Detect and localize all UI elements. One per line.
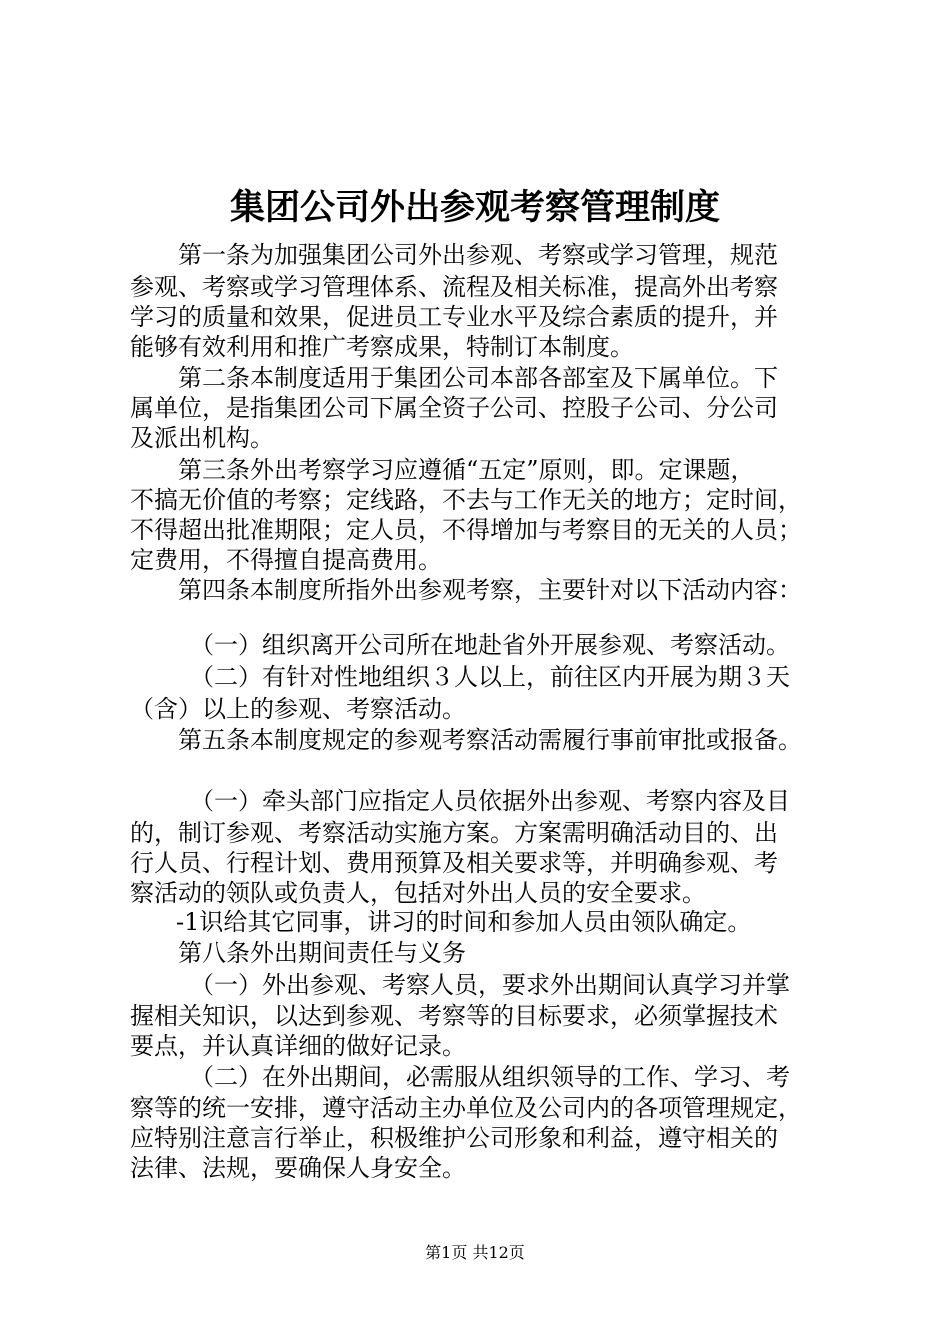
text-line: 不得超出批准期限；定人员，不得增加与考察目的无关的人员；: [130, 516, 802, 544]
text-line: 察活动的领队或负责人，包括对外出人员的安全要求。: [130, 879, 706, 907]
text-line: 握相关知识，以达到参观、考察等的目标要求，必须掌握技术: [130, 1002, 778, 1030]
text-line: （含）以上的参观、考察活动。: [130, 695, 466, 723]
text-line: 察等的统一安排，遵守活动主办单位及公司内的各项管理规定，: [130, 1094, 802, 1122]
text-line: 第二条本制度适用于集团公司本部各部室及下属单位。下: [178, 364, 778, 392]
text-line: 行人员、行程计划、费用预算及相关要求等，并明确参观、考: [130, 849, 778, 877]
text-line: 应特别注意言行举止，积极维护公司形象和利益，遵守相关的: [130, 1124, 778, 1152]
text-line: 要点，并认真详细的做好记录。: [130, 1032, 466, 1060]
text-line: 第一条为加强集团公司外出参观、考察或学习管理，规范: [178, 241, 778, 269]
text-line: （一）外出参观、考察人员，要求外出期间认真学习并掌: [190, 971, 790, 999]
document-title: 集团公司外出参观考察管理制度: [229, 188, 720, 228]
text-line: 第八条外出期间责任与义务: [178, 939, 466, 967]
text-line: 属单位，是指集团公司下属全资子公司、控股子公司、分公司: [130, 394, 778, 422]
text-line: 的，制订参观、考察活动实施方案。方案需明确活动目的、出: [130, 819, 778, 847]
text-line: 学习的质量和效果，促进员工专业水平及综合素质的提升，并: [130, 303, 778, 331]
text-line: 法律、法规，要确保人身安全。: [130, 1154, 466, 1182]
text-line: （二）有针对性地组织３人以上，前往区内开展为期３天: [190, 663, 790, 691]
text-line: 参观、考察或学习管理体系、流程及相关标准，提高外出考察: [130, 273, 778, 301]
page-footer: 第1页 共12页: [425, 1243, 525, 1262]
text-line: 不搞无价值的考察；定线路，不去与工作无关的地方；定时间，: [130, 486, 802, 514]
text-line: （一）组织离开公司所在地赴省外开展参观、考察活动。: [190, 631, 790, 659]
text-line: 第五条本制度规定的参观考察活动需履行事前审批或报备。: [178, 726, 802, 754]
text-line: 及派出机构。: [130, 424, 274, 452]
text-line: 第四条本制度所指外出参观考察，主要针对以下活动内容：: [178, 576, 802, 604]
text-line: （一）牵头部门应指定人员依据外出参观、考察内容及目: [190, 787, 790, 815]
text-line: （二）在外出期间，必需服从组织领导的工作、学习、考: [190, 1063, 790, 1091]
text-line: -1识给其它同事，讲习的时间和参加人员由领队确定。: [176, 908, 752, 936]
text-line: 能够有效利用和推广考察成果，特制订本制度。: [130, 333, 634, 361]
text-line: 定费用，不得擅自提高费用。: [130, 546, 442, 574]
text-line: 第三条外出考察学习应遵循“五定”原则，即。定课题，: [178, 456, 755, 484]
